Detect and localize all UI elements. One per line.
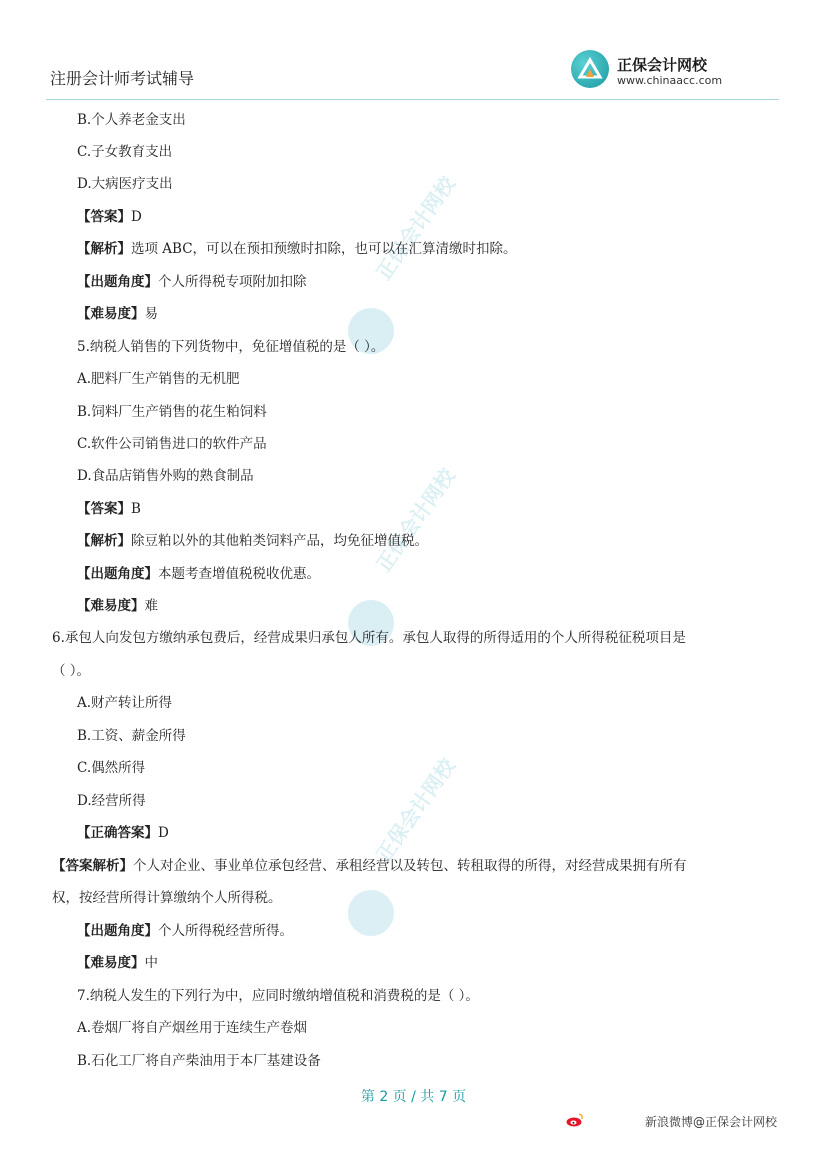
weibo-icon	[566, 1113, 584, 1127]
line-text: C.偶然所得	[77, 760, 146, 776]
line-text: B	[131, 501, 141, 517]
watermark-logo-icon	[348, 890, 394, 936]
site-logo	[571, 50, 731, 90]
line-text: A.财产转让所得	[77, 695, 173, 711]
line-text: （ ）。	[52, 663, 91, 679]
section-tag: 【出题角度】	[77, 566, 158, 582]
document-line	[77, 110, 186, 130]
line-text: 6.承包人向发包方缴纳承包费后，经营成果归承包人所有。承包人取得的所得适用的个人所得税征税项目是	[52, 630, 686, 646]
section-tag: 【难易度】	[77, 955, 145, 971]
document-line	[77, 596, 158, 616]
document-line	[77, 921, 293, 941]
line-text: 易	[144, 306, 158, 322]
line-text: 本题考查增值税税收优惠。	[158, 566, 320, 582]
line-text: C.软件公司销售进口的软件产品	[77, 436, 267, 452]
line-text: C.子女教育支出	[77, 144, 173, 160]
line-text: 7.纳税人发生的下列行为中，应同时缴纳增值税和消费税的是（ ）。	[77, 988, 479, 1004]
section-tag: 【答案】	[77, 209, 131, 225]
document-line	[77, 207, 142, 227]
header-divider	[46, 99, 779, 100]
section-tag: 【解析】	[77, 241, 131, 257]
section-tag: 【出题角度】	[77, 923, 158, 939]
document-line	[77, 986, 479, 1006]
line-text: 5.纳税人销售的下列货物中，免征增值税的是（ ）。	[77, 339, 385, 355]
section-tag: 【出题角度】	[77, 274, 158, 290]
section-tag: 【答案解析】	[52, 858, 133, 874]
document-line	[77, 272, 307, 292]
document-line	[77, 142, 172, 162]
line-text: D	[158, 825, 169, 841]
document-line	[77, 499, 141, 519]
document-line	[77, 1018, 307, 1038]
document-line	[77, 466, 254, 486]
document-line	[77, 531, 428, 551]
logo-mark-icon	[571, 50, 609, 88]
document-line	[77, 434, 267, 454]
line-text: D	[131, 209, 142, 225]
document-line	[77, 1051, 321, 1071]
document-line	[52, 888, 282, 908]
line-text: 选项 ABC，可以在预扣预缴时扣除，也可以在汇算清缴时扣除。	[131, 241, 517, 257]
line-text: B.石化工厂将自产柴油用于本厂基建设备	[77, 1053, 321, 1069]
line-text: B.工资、薪金所得	[77, 728, 186, 744]
weibo-handle: 新浪微博@正保会计网校	[645, 1115, 778, 1129]
page-number: 第 2 页 / 共 7 页	[360, 1089, 467, 1105]
section-tag: 【解析】	[77, 533, 131, 549]
watermark-text: 正保会计网校	[371, 753, 460, 867]
header-title: 注册会计师考试辅导	[50, 69, 195, 88]
document-line	[52, 856, 687, 876]
logo-name: 正保会计网校	[617, 56, 708, 74]
line-text: B.个人养老金支出	[77, 112, 186, 128]
line-text: 个人所得税经营所得。	[158, 923, 293, 939]
line-text: 除豆粕以外的其他粕类饲料产品，均免征增值税。	[131, 533, 428, 549]
line-text: 难	[144, 598, 158, 614]
section-tag: 【正确答案】	[77, 825, 158, 841]
line-text: A.卷烟厂将自产烟丝用于连续生产卷烟	[77, 1020, 308, 1036]
line-text: D.经营所得	[77, 793, 146, 809]
document-line	[52, 628, 686, 648]
line-text: A.肥料厂生产销售的无机肥	[77, 371, 240, 387]
document-line	[77, 337, 384, 357]
watermark	[348, 753, 498, 960]
line-text: 中	[144, 955, 158, 971]
document-line	[77, 369, 240, 389]
document-line	[77, 402, 267, 422]
document-line	[77, 239, 517, 259]
logo-url: www.chinaacc.com	[617, 74, 723, 87]
document-line	[77, 564, 320, 584]
document-line	[52, 661, 90, 681]
line-text: B.饲料厂生产销售的花生粕饲料	[77, 404, 267, 420]
line-text: D.大病医疗支出	[77, 176, 173, 192]
line-text: 个人对企业、事业单位承包经营、承租经营以及转包、转租取得的所得，对经营成果拥有所有	[133, 858, 687, 874]
watermark-text: 正保会计网校	[371, 171, 460, 285]
watermark-text: 正保会计网校	[371, 463, 460, 577]
document-line	[77, 726, 186, 746]
document-line	[77, 791, 146, 811]
section-tag: 【答案】	[77, 501, 131, 517]
line-text: 个人所得税专项附加扣除	[158, 274, 307, 290]
document-line	[77, 174, 173, 194]
section-tag: 【难易度】	[77, 598, 145, 614]
document-line	[77, 953, 158, 973]
document-line	[77, 304, 158, 324]
document-line	[77, 693, 172, 713]
section-tag: 【难易度】	[77, 306, 145, 322]
line-text: D.食品店销售外购的熟食制品	[77, 468, 254, 484]
line-text: 权，按经营所得计算缴纳个人所得税。	[52, 890, 282, 906]
document-line	[77, 758, 145, 778]
document-line	[77, 823, 169, 843]
